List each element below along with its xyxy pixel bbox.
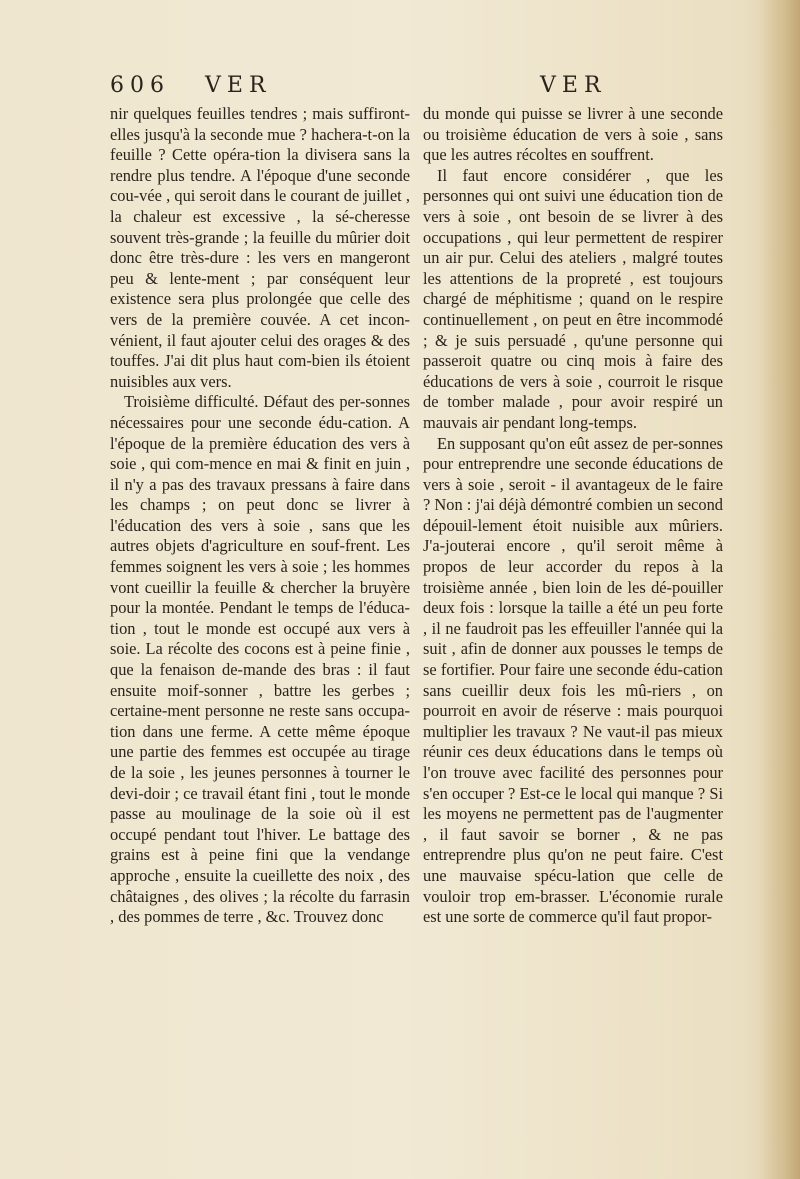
page-edge-shadow (760, 0, 800, 1179)
right-paragraph-3: En supposant qu'on eût assez de per-sonnes pour entreprendre une seconde éducations de vers à soie , seroit - il avantageux de le faire ? Non : j'ai déjà démontré combien un second dépouil-lement étoit nuisible aux mûriers. J'a-jouterai encore , qu'il seroit même à propos de leur accorder du repos à la troisième année , bien loin de les dé-pouiller deux fois : lorsque la taille a été un peu forte , il ne faudroit pas les effeuiller l'année qui la suit , afin de donner aux pousses le temps de se fortifier. Pour faire une seconde édu-cation sans cueillir deux fois les mû-riers , on pourroit en avoir de réserve : mais pourquoi multiplier les travaux ? Ne vaut-il pas mieux réunir ces deux éducations dans le temps où l'on trouve avec facilité des personnes pour s'en occuper ? Est-ce le local qui manque ? Si les moyens ne permettent pas de l'augmenter , il faut savoir se borner , & ne pas entreprendre plus qu'on ne peut faire. C'est une mauvaise spécu-lation que celle de vouloir trop em-brasser. L'économie rurale est une sorte de commerce qu'il faut propor- (423, 433, 723, 927)
left-column (110, 104, 410, 928)
left-paragraph-1: nir quelques feuilles tendres ; mais suffiront-elles jusqu'à la seconde mue ? hachera-t-on la feuille ? Cette opéra-tion la divisera sans la rendre plus tendre. A l'époque d'une seconde cou-vée , qui seroit dans le courant de juillet , la chaleur est excessive , la sé-cheresse souvent très-grande ; la feuille du mûrier doit donc être très-dure : les vers en mangeront peu & lente-ment ; par conséquent leur existence sera plus prolongée que celle des vers de la première couvée. A cet incon-vénient, il faut ajouter celui des orages & des touffes. J'ai dit plus haut com-bien ils étoient nuisibles aux vers. (110, 104, 410, 391)
right-paragraph-1: du monde qui puisse se livrer à une seconde ou troisième éducation de vers à soie , sans que les autres récoltes en souffrent. (423, 104, 723, 165)
page-number: 606 (110, 73, 170, 98)
right-paragraph-2: Il faut encore considérer , que les personnes qui ont suivi une éducation tion de vers à soie , ont besoin de se livrer à des occupations , qui leur permettent de respirer un air pur. Celui des ateliers , malgré toutes les attentions de la propreté , est toujours chargé de méphitisme ; quand on le respire continuellement , on peut en être incommodé ; & je suis persuadé , qu'une personne qui passeroit quatre ou cinq mois à faire des éducations de vers à soie , courroit le risque de tomber malade , pour avoir respiré un mauvais air pendant long-temps. (423, 165, 723, 432)
header-right-title: VER (540, 73, 607, 98)
header-left-title: VER (205, 73, 272, 98)
running-header (110, 73, 722, 103)
left-paragraph-2: Troisième difficulté. Défaut des per-sonnes nécessaires pour une seconde édu-cation. A l'époque de la première éducation des vers à soie , qui com-mence en mai & finit en juin , il n'y a pas des travaux pressans à faire dans les champs ; on peut donc se livrer à l'éducation des vers à soie , sans que les autres objets d'agriculture en souf-frent. Les femmes soignent les vers à soie ; les hommes vont cueillir la feuille & chercher la bruyère pour la montée. Pendant le temps de l'éduca-tion , tout le monde est occupé aux vers à soie. La récolte des cocons est à peine finie , que la fenaison de-mande des bras : il faut ensuite moif-sonner , battre les gerbes ; certaine-ment personne ne reste sans occupa-tion dans une ferme. A cette même époque une partie des femmes est occupée au tirage de la soie , les jeunes personnes à tourner le devi-doir ; ce travail étant fini , tout le monde passe au moulinage de la soie où il est occupé pendant tout l'hiver. Le battage des grains est à peine fini que la vendange approche , ensuite la cueillette des noix , des châtaignes , des olives ; la récolte du farrasin , des pommes de terre , &c. Trouvez donc (110, 392, 410, 927)
right-column (423, 104, 723, 928)
